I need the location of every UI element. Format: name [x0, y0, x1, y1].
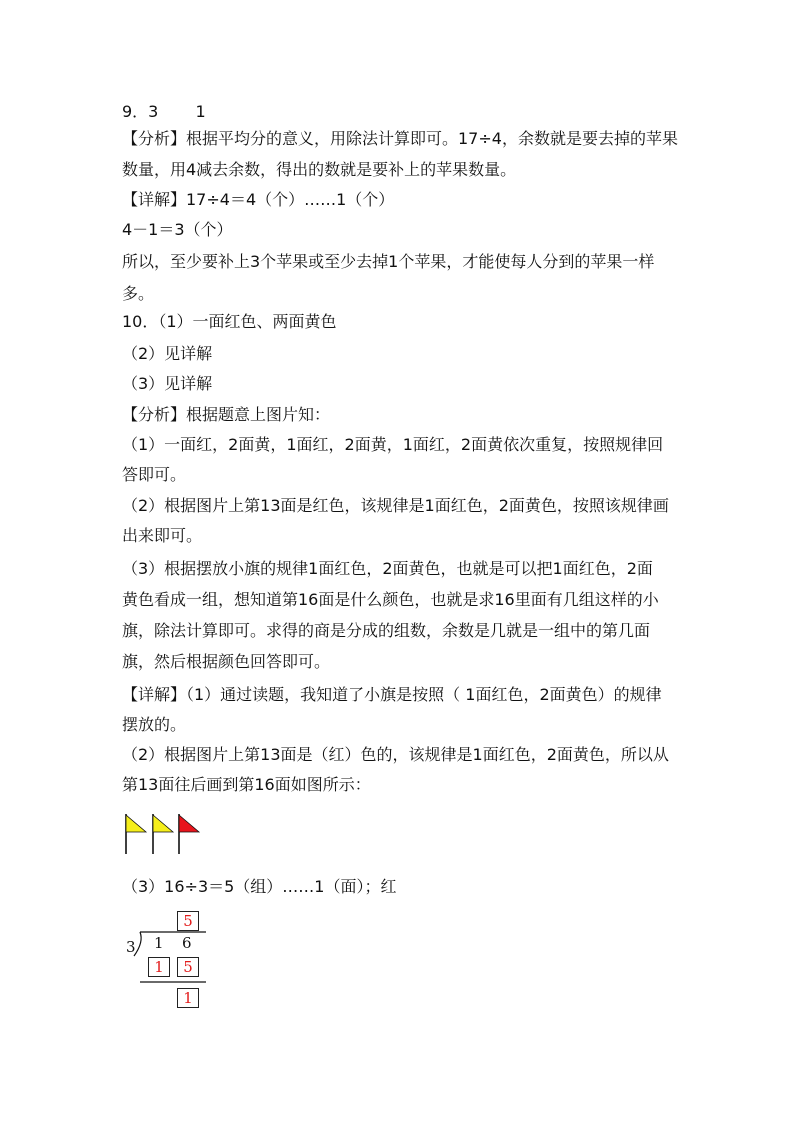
- text-line: 【详解】（1）通过读题，我知道了小旗是按照（ 1面红色，2面黄色）的规律: [122, 685, 662, 704]
- text-line: （2）见详解: [122, 344, 213, 363]
- product-box-2: 5: [177, 957, 199, 977]
- quotient-box: 5: [177, 911, 199, 931]
- text-line: 旗，然后根据颜色回答即可。: [122, 652, 331, 671]
- text-line: 【分析】根据题意上图片知：: [122, 405, 331, 424]
- text-line: 摆放的。: [122, 715, 187, 734]
- text-line: 答即可。: [122, 465, 187, 484]
- long-division-figure: [124, 908, 214, 1012]
- text-line: 所以，至少要补上3个苹果或至少去掉1个苹果，才能使每人分到的苹果一样: [122, 252, 655, 271]
- text-line: （3）根据摆放小旗的规律1面红色，2面黄色，也就是可以把1面红色，2面: [122, 559, 653, 578]
- text-line: （2）根据图片上第13面是（红）色的，该规律是1面红色，2面黄色，所以从: [122, 745, 669, 764]
- text-line: （3）见详解: [122, 374, 213, 393]
- divisor: 3: [126, 938, 136, 956]
- text-line: 黄色看成一组，想知道第16面是什么颜色，也就是求16里面有几组这样的小: [122, 590, 659, 609]
- text-line: 【分析】根据平均分的意义，用除法计算即可。17÷4，余数就是要去掉的苹果: [122, 129, 678, 148]
- text-line: （2）根据图片上第13面是红色，该规律是1面红色，2面黄色，按照该规律画: [122, 496, 669, 515]
- red-flag: [179, 814, 199, 854]
- dividend-digit-2: 6: [182, 934, 192, 952]
- text-line: 【详解】17÷4＝4（个）……1（个）: [122, 190, 395, 209]
- text-line: （1）一面红，2面黄，1面红，2面黄，1面红，2面黄依次重复，按照规律回: [122, 435, 664, 454]
- answer-9-heading: 9．3 1: [122, 102, 206, 121]
- text-line: 数量，用4减去余数，得出的数就是要补上的苹果数量。: [122, 160, 517, 179]
- yellow-flag: [153, 814, 173, 854]
- flag-sequence-figure: [124, 812, 204, 856]
- text-line: 出来即可。: [122, 526, 203, 545]
- yellow-flag-cloth: [153, 815, 173, 832]
- yellow-flag: [126, 814, 146, 854]
- dividend-digit-1: 1: [154, 934, 164, 952]
- text-line: 旗，除法计算即可。求得的商是分成的组数，余数是几就是一组中的第几面: [122, 621, 651, 640]
- yellow-flag-cloth: [126, 815, 146, 832]
- product-box-1: 1: [148, 957, 170, 977]
- remainder-box: 1: [177, 988, 199, 1008]
- text-line: 多。: [122, 284, 155, 303]
- text-line: 4－1＝3（个）: [122, 220, 233, 239]
- answer-10-heading: 10．（1）一面红色、两面黄色: [122, 312, 337, 331]
- text-line: （3）16÷3＝5（组）……1（面）；红: [122, 877, 397, 896]
- text-line: 第13面往后画到第16面如图所示：: [122, 775, 371, 794]
- red-flag-cloth: [179, 815, 199, 832]
